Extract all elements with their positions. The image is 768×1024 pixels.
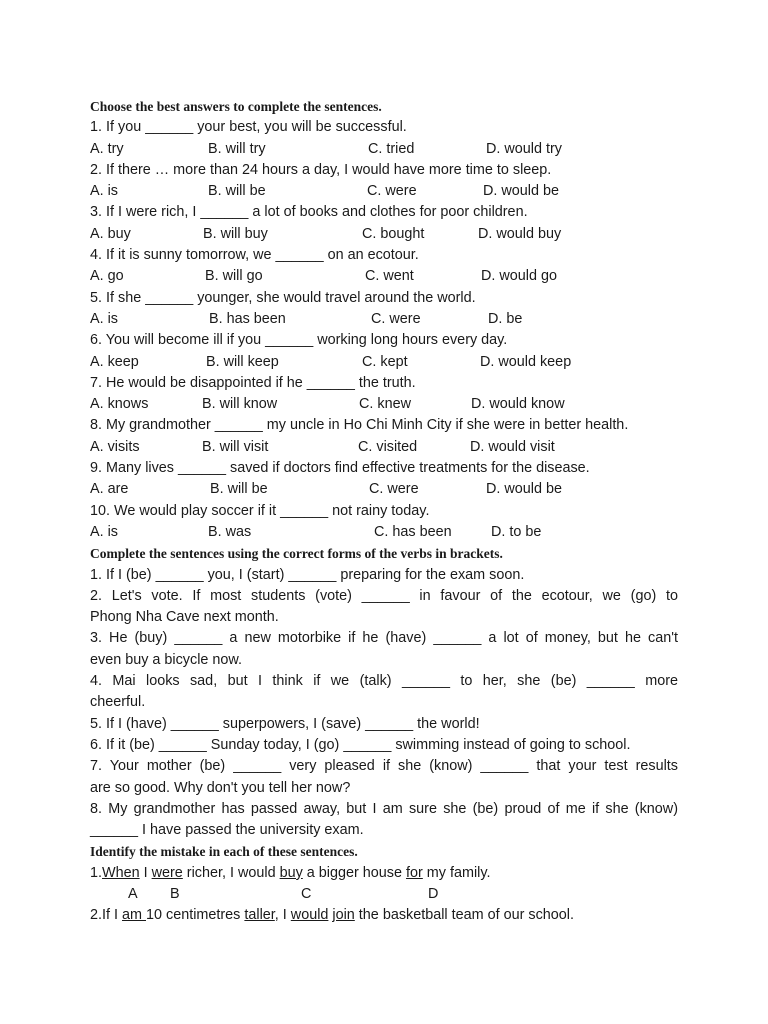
underlined-option-b: were [151, 864, 183, 881]
options-row [90, 522, 678, 543]
exercise-item-4 [90, 671, 678, 714]
exercise-item-6: 6. If it (be) ______ Sunday today, I (go) ______ swimming instead of going to school. [90, 736, 631, 753]
option-d: D. be [488, 310, 523, 327]
option-b: B. was [208, 523, 252, 540]
options-row [90, 479, 678, 500]
sentence-text: my family. [422, 864, 491, 881]
exercise-item-1: 1. If I (be) ______ you, I (start) ______ preparing for the exam soon. [90, 566, 525, 583]
option-b: B. will be [210, 481, 268, 498]
question-7 [90, 373, 678, 416]
options-row [90, 181, 678, 202]
option-c: C. bought [362, 225, 425, 242]
exercise-item-7 [90, 756, 678, 799]
mistake-sentence-1 [90, 863, 678, 884]
underlined-option-a: am [122, 907, 146, 924]
option-b: B. will go [205, 268, 263, 285]
option-d: D. would buy [478, 225, 562, 242]
question-text: 7. He would be disappointed if he ______ the truth. [90, 374, 416, 391]
option-a: A. try [90, 140, 124, 157]
underlined-option-c: buy [279, 864, 303, 881]
question-6 [90, 330, 678, 373]
sentence-text: 1. [90, 864, 103, 881]
question-text: 5. If she ______ younger, she would travel around the world. [90, 289, 476, 306]
sentence-text: , I [274, 907, 291, 924]
mistake-sentence-2 [90, 905, 678, 926]
exercise-item-2 [90, 586, 678, 629]
question-text: 4. If it is sunny tomorrow, we ______ on an ecotour. [90, 247, 419, 264]
option-b: B. will be [208, 183, 266, 200]
worksheet-content [90, 96, 678, 927]
section-heading-multiple-choice: Choose the best answers to complete the sentences. [90, 99, 382, 114]
exercise-line: 2. Let's vote. If most students (vote) ______ in favour of the ecotour, we (go) to [90, 587, 678, 604]
section-heading-verb-forms: Complete the sentences using the correct forms of the verbs in brackets. [90, 546, 503, 562]
marker-c: C [301, 885, 312, 902]
question-1 [90, 117, 678, 160]
option-c: C. were [369, 481, 419, 498]
sentence-text: a bigger house [302, 864, 407, 881]
option-c: C. went [365, 268, 414, 285]
underlined-option-a: When [102, 864, 140, 881]
question-text: 2. If there … more than 24 hours a day, I would have more time to sleep. [90, 161, 552, 178]
option-a: A. is [90, 523, 118, 540]
exercise-line: even buy a bicycle now. [90, 651, 242, 668]
underlined-option-b: taller [244, 907, 275, 924]
option-a: A. is [90, 310, 118, 327]
question-text: 8. My grandmother ______ my uncle in Ho Chi Minh City if she were in better health. [90, 417, 629, 434]
exercise-line: ______ I have passed the university exam. [90, 822, 364, 839]
exercise-line: cheerful. [90, 694, 146, 711]
question-text: 1. If you ______ your best, you will be successful. [90, 119, 407, 136]
option-a: A. are [90, 481, 129, 498]
question-5 [90, 288, 678, 331]
options-row [90, 139, 678, 160]
option-a: A. keep [90, 353, 139, 370]
option-c: C. has been [374, 523, 452, 540]
exercise-item-3 [90, 628, 678, 671]
option-d: D. would keep [480, 353, 572, 370]
option-c: C. kept [362, 353, 408, 370]
option-d: D. would try [486, 140, 562, 157]
option-a: A. visits [90, 438, 140, 455]
option-a: A. is [90, 183, 118, 200]
exercise-line: are so good. Why don't you tell her now? [90, 779, 351, 796]
marker-b: B [170, 885, 180, 902]
question-10 [90, 501, 678, 544]
option-d: D. to be [491, 523, 542, 540]
option-d: D. would be [486, 481, 562, 498]
exercise-item-8 [90, 799, 678, 842]
option-d: D. would visit [470, 438, 555, 455]
option-a: A. go [90, 268, 124, 285]
options-row [90, 394, 678, 415]
underlined-option-d: for [406, 864, 423, 881]
sentence-text: I [139, 864, 152, 881]
option-d: D. would go [481, 268, 557, 285]
option-b: B. will visit [202, 438, 269, 455]
question-text: 3. If I were rich, I ______ a lot of books and clothes for poor children. [90, 204, 528, 221]
option-c: C. knew [359, 396, 411, 413]
option-markers-row [90, 884, 678, 905]
option-d: D. would be [483, 183, 559, 200]
option-b: B. will buy [203, 225, 268, 242]
section-heading-identify-mistake: Identify the mistake in each of these sentences. [90, 844, 358, 860]
exercise-item-5: 5. If I (have) ______ superpowers, I (save) ______ the world! [90, 715, 480, 732]
question-8 [90, 415, 678, 458]
options-row [90, 224, 678, 245]
question-3 [90, 202, 678, 245]
sentence-text: 10 centimetres [146, 907, 245, 924]
question-4 [90, 245, 678, 288]
option-b: B. has been [209, 310, 286, 327]
options-row [90, 352, 678, 373]
option-b: B. will try [208, 140, 266, 157]
marker-a: A [128, 885, 138, 902]
options-row [90, 266, 678, 287]
sentence-text: richer, I would [182, 864, 280, 881]
underlined-option-c: would [290, 907, 329, 924]
question-text: 6. You will become ill if you ______ working long hours every day. [90, 332, 508, 349]
option-a: A. buy [90, 225, 131, 242]
exercise-line: 7. Your mother (be) ______ very pleased if she (know) ______ that your test results [90, 758, 678, 775]
option-c: C. tried [368, 140, 415, 157]
option-b: B. will know [202, 396, 278, 413]
exercise-line: 8. My grandmother has passed away, but I am sure she (be) proud of me if she (know) [90, 800, 678, 817]
marker-d: D [428, 885, 439, 902]
question-9 [90, 458, 678, 501]
options-row [90, 309, 678, 330]
option-b: B. will keep [206, 353, 279, 370]
exercise-line: 3. He (buy) ______ a new motorbike if he (have) ______ a lot of money, but he can't [90, 630, 678, 647]
option-c: C. were [371, 310, 421, 327]
question-text: 10. We would play soccer if it ______ not rainy today. [90, 502, 430, 519]
sentence-text: the basketball team of our school. [354, 907, 574, 924]
option-a: A. knows [90, 396, 149, 413]
option-c: C. visited [358, 438, 418, 455]
exercise-line: Phong Nha Cave next month. [90, 609, 279, 626]
question-text: 9. Many lives ______ saved if doctors find effective treatments for the disease. [90, 460, 590, 477]
exercise-line: 4. Mai looks sad, but I think if we (talk) ______ to her, she (be) ______ more [90, 673, 678, 690]
options-row [90, 437, 678, 458]
underlined-option-d: join [332, 907, 355, 924]
sentence-text: 2.If I [90, 907, 122, 924]
option-d: D. would know [471, 396, 565, 413]
option-c: C. were [367, 183, 417, 200]
question-2 [90, 160, 678, 203]
